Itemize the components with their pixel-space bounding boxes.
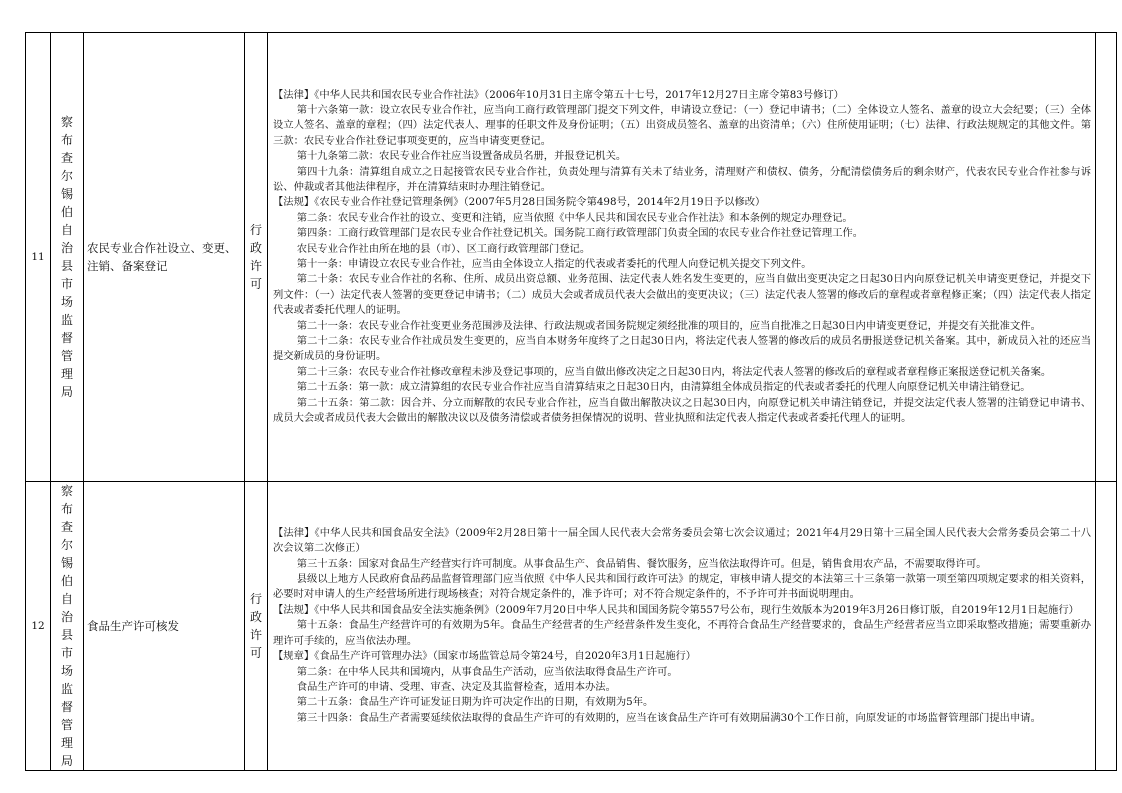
legal-basis-cell xyxy=(268,482,1096,771)
legal-article: 第十九条第二款：农民专业合作社应当设置备成员名册，并报登记机关。 xyxy=(296,150,627,163)
legal-source-heading: 【法规】《中华人民共和国食品安全法实施条例》（2009年7月20日中华人民共和国国务院令第557号公布，现行生效版本为2019年3月26日修订版，自2019年12月1日起施行） xyxy=(273,603,1079,616)
remarks-cell xyxy=(1096,33,1117,482)
legal-article: 第二条：农民专业合作社的设立、变更和注销，应当依照《中华人民共和国农民专业合作社法》和本条例的规定办理登记。 xyxy=(296,211,853,224)
legal-article: 第二条：在中华人民共和国境内，从事食品生产活动，应当依法取得食品生产许可。 xyxy=(296,665,678,678)
legal-basis-cell xyxy=(268,33,1096,482)
item-name-cell xyxy=(84,482,245,771)
legal-article: 农民专业合作社由所在地的县（市）、区工商行政管理部门登记。 xyxy=(296,242,591,255)
legal-article: 第十一条：申请设立农民专业合作社，应当由全体设立人指定的代表或者委托的代理人向登记机关提交下列文件。 xyxy=(296,258,812,270)
legal-article: 第二十一条：农民专业合作社变更业务范围涉及法律、行政法规或者国务院规定须经批准的项目的，应当自批准之日起30日内申请变更登记，并提交有关批准文件。 xyxy=(296,319,1041,332)
department-cell xyxy=(51,482,84,771)
item-name-cell xyxy=(84,33,245,482)
legal-article: 第二十五条：食品生产许可证发证日期为许可决定作出的日期，有效期为5年。 xyxy=(296,696,654,709)
legal-source-heading: 【法律】《中华人民共和国食品安全法》（2009年2月28日第十一届全国人民代表大会常务委员会第七次会议通过；2021年4月29日第十三届全国人民代表大会常务委员会第二十八次会议第二次修正） xyxy=(273,526,1091,555)
legal-article: 第二十五条：第二款：因合并、分立而解散的农民专业合作社，应当自做出解散决议之日起30日内，向原登记机关申请注销登记，并提交法定代表人签署的注销登记申请书、成员大会或者成员代表大会做出的解散决议以及债务清偿或者债务担保情况的说明、营业执照和法定代表人指定代表或者委托代理人的证明。 xyxy=(273,396,1091,425)
department-cell xyxy=(51,33,84,482)
legal-article: 第二十五条：第一款：成立清算组的农民专业合作社应当自清算结束之日起30日内，由清算组全体成员指定的代表或者委托的代理人向原登记机关申请注销登记。 xyxy=(296,381,1031,394)
legal-article: 第二十三条：农民专业合作社修改章程未涉及登记事项的，应当自做出修改决定之日起30日内，将法定代表人签署的修改后的章程或者章程修正案报送登记机关备案。 xyxy=(296,365,1052,378)
legal-basis-text xyxy=(273,526,1091,726)
legal-article: 食品生产许可的申请、受理、审查、决定及其监督检查，适用本办法。 xyxy=(296,680,616,693)
item-type: 行政许可 xyxy=(249,592,262,660)
legal-article: 第二十二条：农民专业合作社成员发生变更的，应当自本财务年度终了之日起30日内，将法定代表人签署的修改后的成员名册报送登记机关备案。其中，新成员入社的还应当提交新成员的身份证明。 xyxy=(273,335,1091,363)
item-name: 农民专业合作社设立、变更、注销、备案登记 xyxy=(87,241,237,273)
licensing-table xyxy=(25,32,1117,771)
item-type-cell xyxy=(245,33,268,482)
department-name: 察布查尔锡伯自治县市场监督管理局 xyxy=(60,484,73,768)
legal-source-heading: 【法规】《农民专业合作社登记管理条例》（2007年5月28日国务院令第498号，2014年2月19日予以修改） xyxy=(273,196,766,209)
item-name: 食品生产许可核发 xyxy=(87,619,179,633)
legal-source-heading: 【规章】《食品生产许可管理办法》（国家市场监管总局令第24号，自2020年3月1日起施行） xyxy=(273,650,697,663)
item-type: 行政许可 xyxy=(249,223,262,291)
legal-article: 第三十四条：食品生产者需要延续依法取得的食品生产许可的有效期的，应当在该食品生产许可有效期届满30个工作日前，向原发证的市场监督管理部门提出申请。 xyxy=(296,711,1041,724)
legal-article: 第三十五条：国家对食品生产经营实行许可制度。从事食品生产、食品销售、餐饮服务，应当依法取得许可。但是，销售食用农产品，不需要取得许可。 xyxy=(296,557,987,570)
legal-article: 第十六条第一款：设立农民专业合作社，应当向工商行政管理部门提交下列文件，申请设立登记：（一）登记申请书；（二）全体设立人签名、盖章的设立大会纪要；（三）全体设立人签名、盖章的章程；（四）法定代表人、理事的任职文件及身份证明；（五）出资成员签名、盖章的出资清单；（六）住所使用证明；（七）法律、行政法规规定的其他文件。第三款：农民专业合作社登记事项变更的，应当申请变更登记。 xyxy=(273,103,1091,147)
legal-article: 第四十九条：清算组自成立之日起接管农民专业合作社，负责处理与清算有关未了结业务，清理财产和债权、债务，分配清偿债务后的剩余财产，代表农民专业合作社参与诉讼、仲裁或者其他法律程序，并在清算结束时办理注销登记。 xyxy=(273,165,1091,193)
legal-article: 第四条：工商行政管理部门是农民专业合作社登记机关。国务院工商行政管理部门负责全国的农民专业合作社登记管理工作。 xyxy=(296,227,864,240)
item-type-cell xyxy=(245,482,268,771)
remarks-cell xyxy=(1096,482,1117,771)
table-row xyxy=(26,482,1117,771)
legal-source-heading: 【法律】《中华人民共和国农民专业合作社法》（2006年10月31日主席令第五十七号，2017年12月27日主席令第83号修订） xyxy=(273,88,844,101)
legal-article: 第二十条：农民专业合作社的名称、住所、成员出资总额、业务范围、法定代表人姓名发生变更的，应当自做出变更决定之日起30日内向原登记机关申请变更登记，并提交下列文件：（一）法定代表人签署的变更登记申请书；（二）成员大会或者成员代表大会做出的变更决议；（三）法定代表人签署的修改后的章程或者章程修正案；（四）法定代表人指定代表或者委托代理人的证明。 xyxy=(273,273,1091,317)
table-row xyxy=(26,33,1117,482)
legal-article: 第十五条：食品生产经营许可的有效期为5年。食品生产经营者的生产经营条件发生变化，不再符合食品生产经营要求的，食品生产经营者应当立即采取整改措施；需要重新办理许可手续的，应当依法办理。 xyxy=(273,619,1091,647)
department-name: 察布查尔锡伯自治县市场监督管理局 xyxy=(60,115,73,399)
legal-basis-text xyxy=(273,88,1091,427)
row-number: 11 xyxy=(26,33,51,482)
row-number: 12 xyxy=(26,482,51,771)
legal-article: 县级以上地方人民政府食品药品监督管理部门应当依照《中华人民共和国行政许可法》的规定，审核申请人提交的本法第三十三条第一款第一项至第四项规定要求的相关资料，必要时对申请人的生产经营场所进行现场核查；对符合规定条件的，准予许可；对不符合规定条件的，不予许可并书面说明理由。 xyxy=(273,573,1091,601)
